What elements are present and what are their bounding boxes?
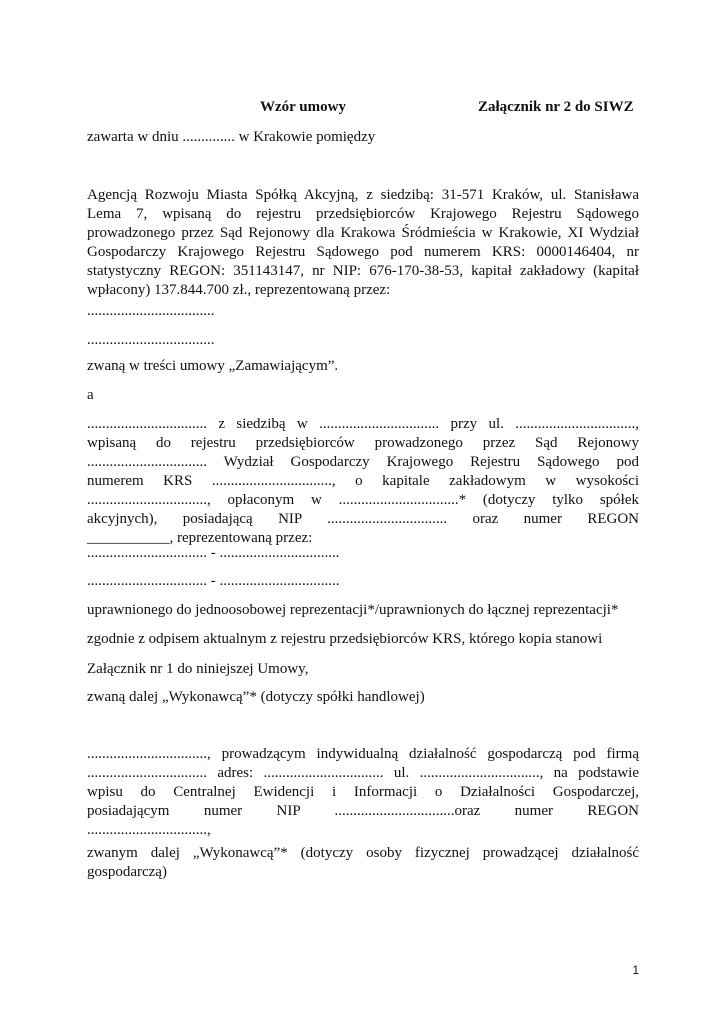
party2-representative-1: ................................ - ................................ bbox=[87, 545, 340, 561]
party1-line: Lema 7, wpisaną do rejestru przedsiębiorców Krajowego Rejestru Sądowego bbox=[87, 206, 639, 222]
party2-paragraph bbox=[87, 415, 639, 548]
party2-line: ___________, reprezentowaną przez: bbox=[87, 530, 313, 546]
party3-line: ................................ adres: ................................ ul. ................................, na podstawie bbox=[87, 765, 639, 781]
party3-called-paragraph bbox=[87, 844, 639, 882]
page-number: 1 bbox=[632, 963, 639, 977]
party2-line: ................................, opłaconym w ................................* (dotyczy tylko spółek bbox=[87, 492, 639, 508]
party3-paragraph bbox=[87, 745, 639, 840]
party1-called: zwaną w treści umowy „Zamawiającym”. bbox=[87, 358, 339, 374]
party2-representative-2: ................................ - ................................ bbox=[87, 573, 340, 589]
party1-paragraph bbox=[87, 186, 639, 300]
party2-line: wpisaną do rejestru przedsiębiorców prowadzonego przez Sąd Rejonowy bbox=[87, 435, 639, 451]
party2-line: numerem KRS ................................, o kapitale zakładowym w wysokości bbox=[87, 473, 639, 489]
party3-called-line: gospodarczą) bbox=[87, 864, 167, 880]
party1-line: prowadzonego przez Sąd Rejonowy dla Krakowa Śródmieścia w Krakowie, XI Wydział bbox=[87, 225, 639, 241]
party2-line: ................................ Wydział Gospodarczy Krajowego Rejestru Sądowego pod bbox=[87, 454, 639, 470]
attachment-label: Załącznik nr 2 do SIWZ bbox=[478, 99, 634, 115]
party1-line: wpłacony) 137.844.700 zł., reprezentowaną przez: bbox=[87, 282, 391, 298]
party3-line: posiadającym numer NIP ................................oraz numer REGON bbox=[87, 803, 639, 819]
party3-called-line: zwanym dalej „Wykonawcą”* (dotyczy osoby fizycznej prowadzącej działalność bbox=[87, 845, 639, 861]
party2-line: akcyjnych), posiadającą NIP ................................ oraz numer REGON bbox=[87, 511, 639, 527]
party1-line: statystyczny REGON: 351143147, nr NIP: 676-170-38-53, kapitał zakładowy (kapitał bbox=[87, 263, 639, 279]
party3-line: ................................, prowadzącym indywidualną działalność gospodarczą pod firmą bbox=[87, 746, 639, 762]
party3-line: ................................, bbox=[87, 822, 211, 838]
party2-authorization: uprawnionego do jednoosobowej reprezentacji*/uprawnionych do łącznej reprezentacji* bbox=[87, 602, 619, 618]
party1-representative-1: .................................. bbox=[87, 303, 215, 319]
party2-krs-extract: zgodnie z odpisem aktualnym z rejestru przedsiębiorców KRS, którego kopia stanowi bbox=[87, 631, 603, 647]
party2-called: zwaną dalej „Wykonawcą”* (dotyczy spółki handlowej) bbox=[87, 689, 425, 705]
party1-line: Gospodarczy Krajowego Rejestru Sądowego pod numerem KRS: 0000146404, nr bbox=[87, 244, 639, 260]
party1-line: Agencją Rozwoju Miasta Spółką Akcyjną, z siedzibą: 31-571 Kraków, ul. Stanisława bbox=[87, 187, 639, 203]
intro-line: zawarta w dniu .............. w Krakowie pomiędzy bbox=[87, 129, 376, 145]
party3-line: wpisu do Centralnej Ewidencji i Informacji o Działalności Gospodarczej, bbox=[87, 784, 639, 800]
document-title: Wzór umowy bbox=[260, 99, 346, 115]
and-conjunction: a bbox=[87, 387, 94, 403]
party2-line: ................................ z siedzibą w ................................ przy ul. ................................, bbox=[87, 416, 639, 432]
party1-representative-2: .................................. bbox=[87, 332, 215, 348]
party2-annex: Załącznik nr 1 do niniejszej Umowy, bbox=[87, 661, 309, 677]
